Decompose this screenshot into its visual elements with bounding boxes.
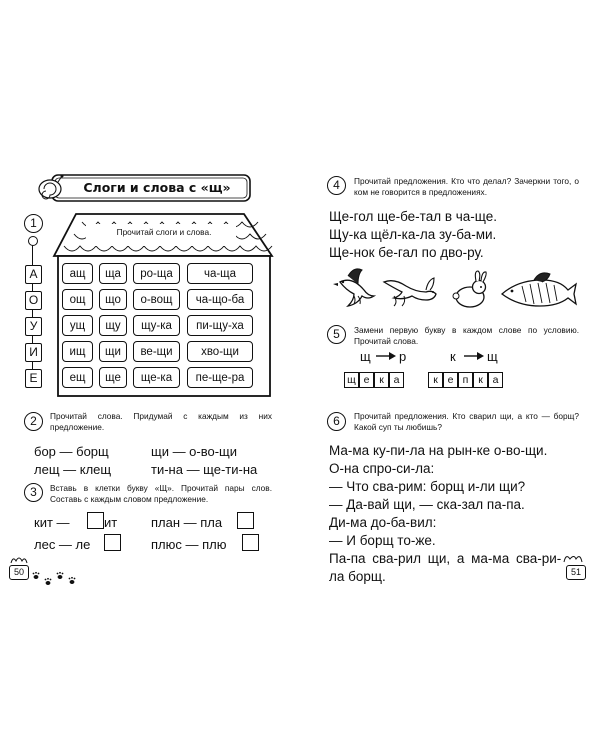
task-number: 1 [24, 214, 43, 233]
task-instruction: Вставь в клетки букву «Щ». Прочитай пары слов. Составь с каждым словом предложение. [50, 483, 272, 504]
syllable-cell: щи [99, 341, 127, 362]
syllable-cell: хво-щи [187, 341, 253, 362]
task-number: 2 [24, 412, 43, 431]
page-number: 50 [9, 565, 29, 580]
syllable-cell: ще [99, 367, 127, 388]
letter-box[interactable] [237, 512, 254, 529]
letter-cell: к [428, 372, 443, 388]
word-pair: ит [104, 515, 118, 530]
vowel-card: О [25, 291, 42, 310]
arrow-right-icon [463, 351, 485, 361]
story-line: Ди-ма до-ба-вил: [329, 515, 437, 530]
syllable-cell: ча-ща [187, 263, 253, 284]
letter-box[interactable] [87, 512, 104, 529]
task-number: 5 [327, 325, 346, 344]
word-pair: лещ — клещ [34, 462, 112, 477]
syllable-cell: ве-щи [133, 341, 180, 362]
story-line: ла борщ. [329, 569, 386, 584]
word-pair: лес — ле [34, 537, 91, 552]
task-instruction: Прочитай предложения. Кто что делал? Зачеркни того, о ком не говорится в предложениях. [354, 176, 579, 197]
letter-box[interactable] [104, 534, 121, 551]
page-title: Слоги и слова с «щ» [83, 180, 231, 195]
syllable-cell: ро-ща [133, 263, 180, 284]
rule-from: щ [360, 349, 371, 364]
story-line: — Что сва-рим: борщ и-ли щи? [329, 479, 526, 494]
syllable-cell: ща [99, 263, 127, 284]
task-instruction: Замени первую букву в каждом слове по условию. Прочитай слова. [354, 325, 579, 346]
story-line: О-на спро-си-ла: [329, 461, 435, 476]
letter-cell: к [374, 372, 389, 388]
letter-box[interactable] [242, 534, 259, 551]
syllable-cell: що [99, 289, 127, 310]
syllable-cell: о-вощ [133, 289, 180, 310]
syllable-cell: пи-щу-ха [187, 315, 253, 336]
syllable-cell: ущ [62, 315, 93, 336]
word-pair: щи — о-во-щи [151, 444, 238, 459]
task-number: 4 [327, 176, 346, 195]
story-line: — И борщ то-же. [329, 533, 436, 548]
syllable-cell: ще-ка [133, 367, 180, 388]
word-pair: плюс — плю [151, 537, 227, 552]
letter-cell: щ [344, 372, 359, 388]
vowel-card: Е [25, 369, 42, 388]
word-pair: бор — борщ [34, 444, 109, 459]
task-number: 3 [24, 483, 43, 502]
vowel-card: У [25, 317, 42, 336]
syllable-cell: щу [99, 315, 127, 336]
letter-cell: е [359, 372, 374, 388]
cat-ears-decoration [562, 550, 586, 564]
task-number: 6 [327, 412, 346, 431]
rule-from: к [450, 349, 456, 364]
task-instruction: Прочитай предложения. Кто сварил щи, а кто — борщ? Какой суп ты любишь? [354, 411, 579, 432]
vowel-card: А [25, 265, 42, 284]
sentence: Ще-нок бе-гал по дво-ру. [329, 245, 484, 260]
task-instruction: Прочитай слова. Придумай с каждым из них предложение. [50, 411, 272, 432]
syllable-cell: ещ [62, 367, 93, 388]
letter-cell: е [443, 372, 458, 388]
task-instruction: Прочитай слоги и слова. [116, 227, 212, 237]
story-line: — Да-вай щи, — ска-зал па-па. [329, 497, 525, 512]
syllable-cell: щу-ка [133, 315, 180, 336]
pike-icon [498, 268, 578, 308]
letter-cell: а [488, 372, 503, 388]
letter-cell: к [473, 372, 488, 388]
rule-to: р [399, 349, 407, 364]
arrow-right-icon [375, 351, 397, 361]
rule-to: щ [487, 349, 498, 364]
dog-icon [380, 268, 442, 308]
page-number: 51 [566, 565, 586, 580]
letter-cell: а [389, 372, 404, 388]
sentence: Ще-гол ще-бе-тал в ча-ще. [329, 209, 498, 224]
vowel-card: И [25, 343, 42, 362]
letter-cell: п [458, 372, 473, 388]
word-pair: план — пла [151, 515, 223, 530]
syllable-cell: ищ [62, 341, 93, 362]
sentence: Щу-ка щёл-ка-ла зу-ба-ми. [329, 227, 497, 242]
rabbit-icon [450, 270, 494, 310]
story-line: Ма-ма ку-пи-ла на рын-ке о-во-щи. [329, 443, 548, 458]
syllable-cell: ащ [62, 263, 93, 284]
pole-knob [28, 236, 38, 246]
syllable-cell: пе-ще-ра [187, 367, 253, 388]
word-pair: ти-на — ще-ти-на [151, 462, 258, 477]
story-line: Па-па сва-рил щи, а ма-ма сва-ри- [329, 551, 562, 566]
syllable-cell: ча-що-ба [187, 289, 253, 310]
bird-icon [330, 266, 382, 310]
syllable-cell: ощ [62, 289, 93, 310]
word-pair: кит — [34, 515, 70, 530]
